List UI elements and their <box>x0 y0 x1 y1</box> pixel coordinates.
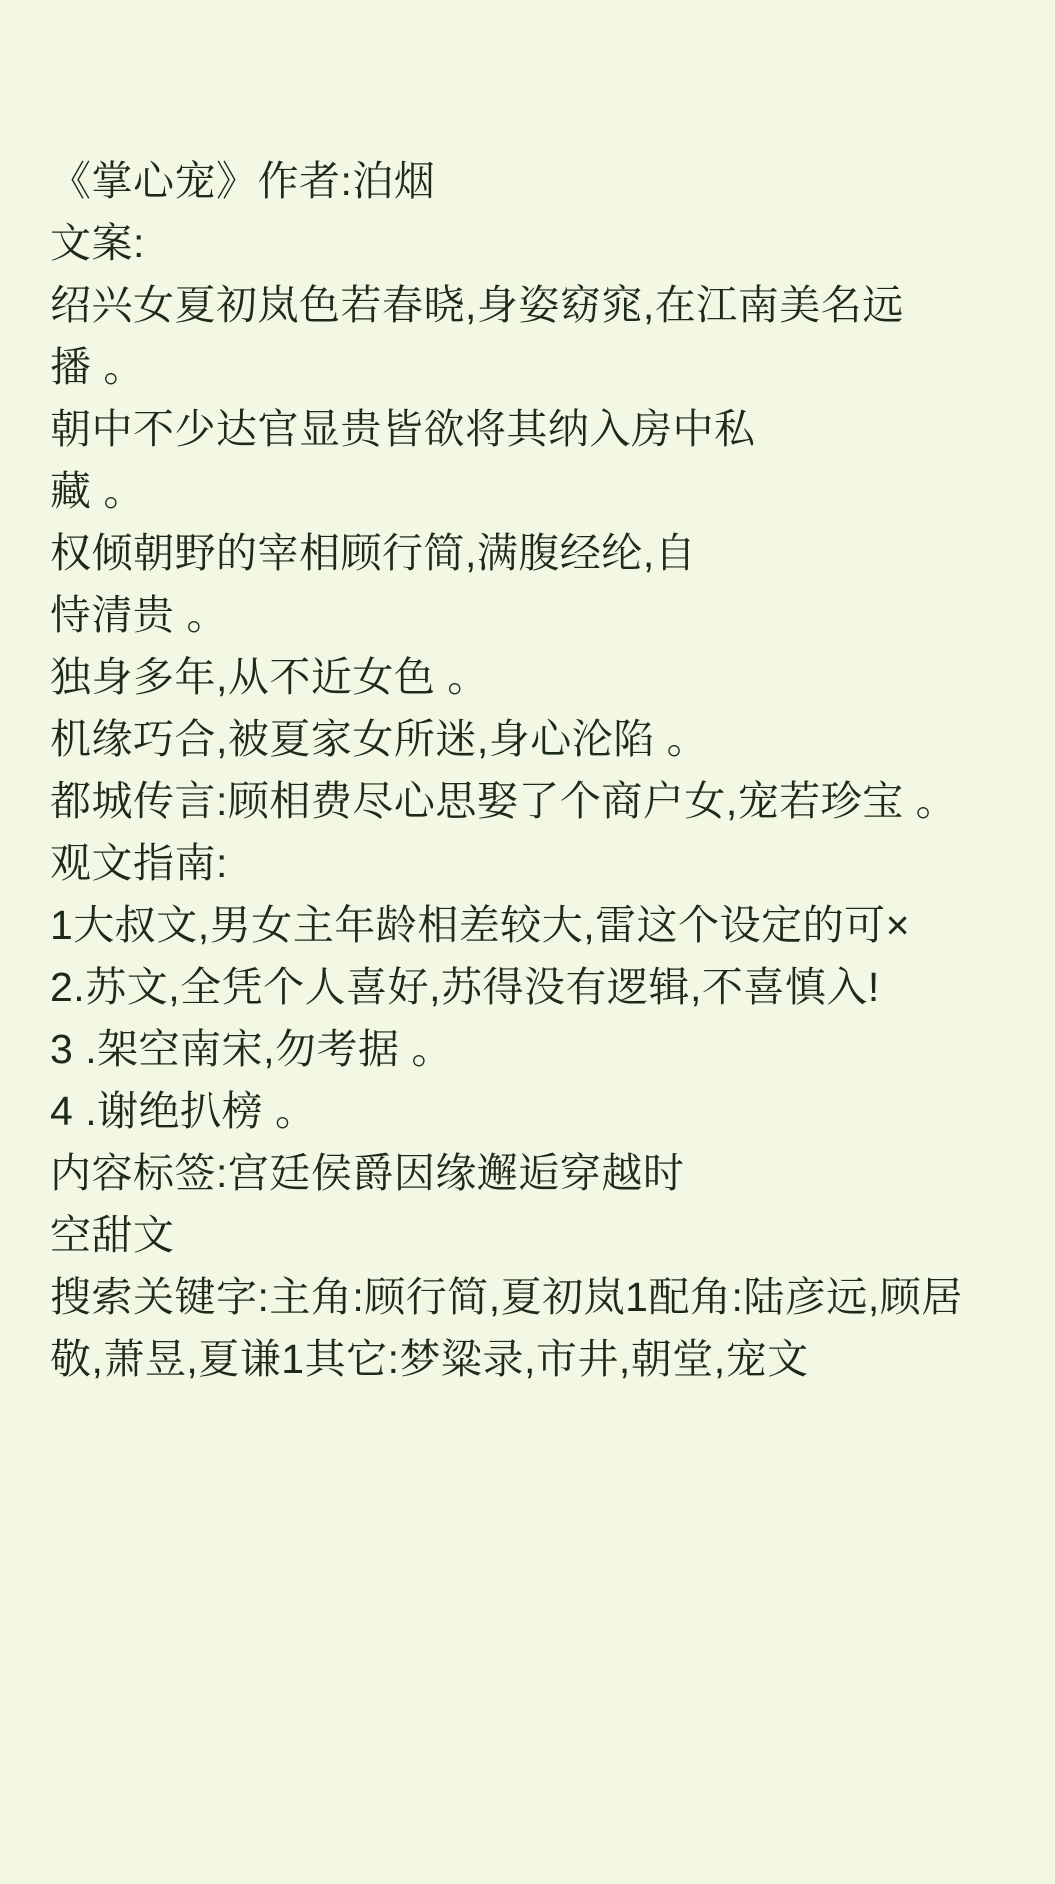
text-line-keywords-2: 敬,萧昱,夏谦1其它:梦粱录,市井,朝堂,宠文 <box>50 1336 809 1382</box>
text-line-synopsis-5: 权倾朝野的宰相顾行简,满腹经纶,自 <box>50 530 697 576</box>
text-line-reading-guide-label: 观文指南: <box>50 840 228 886</box>
text-line-title: 《掌心宠》作者:泊烟 <box>50 158 436 204</box>
text-line-reading-guide-1: 1大叔文,男女主年龄相差较大,雷这个设定的可× <box>50 902 911 948</box>
text-line-synopsis-2: 播 。 <box>50 344 145 390</box>
text-line-synopsis-7: 独身多年,从不近女色 。 <box>50 654 489 700</box>
text-line-synopsis-6: 恃清贵 。 <box>50 592 228 638</box>
text-line-keywords-1: 搜索关键字:主角:顾行简,夏初岚1配角:陆彦远,顾居 <box>50 1274 963 1320</box>
text-line-reading-guide-4: 4 .谢绝扒榜 。 <box>50 1088 317 1134</box>
novel-intro-text-block <box>50 150 1005 1390</box>
text-line-synopsis-8: 机缘巧合,被夏家女所迷,身心沦陷 。 <box>50 716 709 762</box>
text-line-synopsis-4: 藏 。 <box>50 468 145 514</box>
text-line-tags-2: 空甜文 <box>50 1212 175 1258</box>
text-line-reading-guide-2: 2.苏文,全凭个人喜好,苏得没有逻辑,不喜慎入! <box>50 964 880 1010</box>
text-line-synopsis-label: 文案: <box>50 220 145 266</box>
text-line-reading-guide-3: 3 .架空南宋,勿考据 。 <box>50 1026 453 1072</box>
text-line-synopsis-1: 绍兴女夏初岚色若春晓,身姿窈窕,在江南美名远 <box>50 282 904 328</box>
text-line-tags-1: 内容标签:宫廷侯爵因缘邂逅穿越时 <box>50 1150 685 1196</box>
text-line-synopsis-3: 朝中不少达官显贵皆欲将其纳入房中私 <box>50 406 756 452</box>
text-line-synopsis-9: 都城传言:顾相费尽心思娶了个商户女,宠若珍宝 。 <box>50 778 958 824</box>
